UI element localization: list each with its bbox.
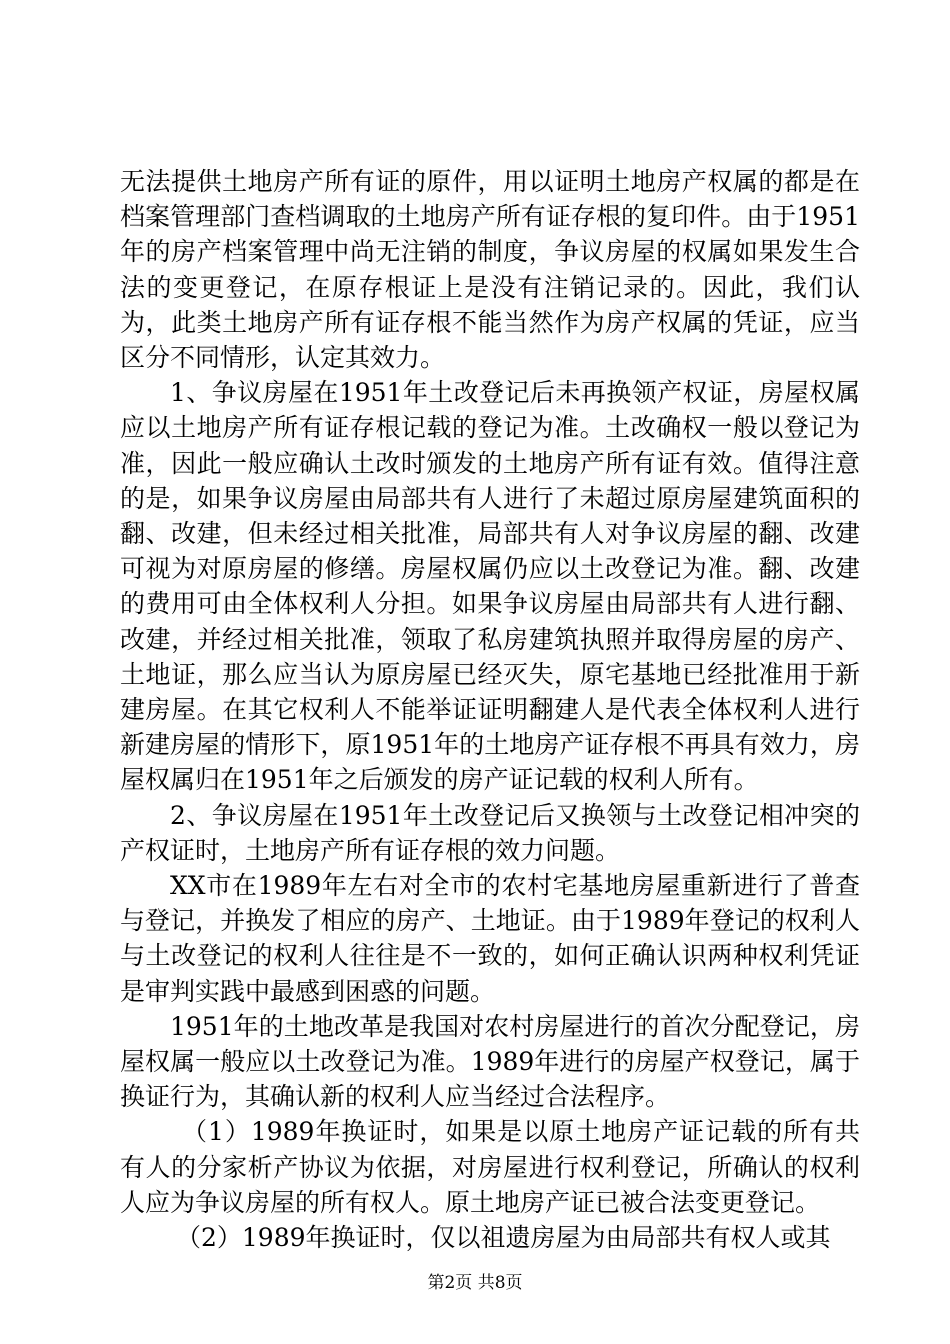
paragraph-7: （2）1989年换证时，仅以祖遗房屋为由局部共有权人或其 xyxy=(176,1223,831,1253)
paragraph-2: 1、争议房屋在1951年土改登记后未再换领产权证，房屋权属应以土地房产所有证存根记载的登记为准。土改确权一般以登记为准，因此一般应确认土改时颁发的土地房产所有证有效。值得注意的是，如果争议房屋由局部共有人进行了未超过原房屋建筑面积的翻、改建，但未经过相关批准，局部共有人对争议房屋的翻、改建可视为对原房屋的修缮。房屋权属仍应以土改登记为准。翻、改建的费用可由全体权利人分担。如果争议房屋由局部共有人进行翻、改建，并经过相关批准，领取了私房建筑执照并取得房屋的房产、土地证，那么应当认为原房屋已经灭失，原宅基地已经批准用于新建房屋。在其它权利人不能举证证明翻建人是代表全体权利人进行新建房屋的情形下，原1951年的土地房产证存根不再具有效力，房屋权属归在1951年之后颁发的房产证记载的权利人所有。 xyxy=(120,378,860,795)
paragraph-1: 无法提供土地房产所有证的原件，用以证明土地房产权属的都是在档案管理部门查档调取的土地房产所有证存根的复印件。由于1951年的房产档案管理中尚无注销的制度，争议房屋的权属如果发生合法的变更登记，在原存根证上是没有注销记录的。因此，我们认为，此类土地房产所有证存根不能当然作为房产权属的凭证，应当区分不同情形，认定其效力。 xyxy=(120,167,860,373)
paragraph-6: （1）1989年换证时，如果是以原土地房产证记载的所有共有人的分家析产协议为依据，对房屋进行权利登记，所确认的权利人应为争议房屋的所有权人。原土地房产证已被合法变更登记。 xyxy=(120,1117,860,1217)
body-text xyxy=(120,164,860,1255)
paragraph-3: 2、争议房屋在1951年土改登记后又换领与土改登记相冲突的产权证时，土地房产所有证存根的效力问题。 xyxy=(120,800,860,865)
page-footer: 第2页 共8页 xyxy=(427,1273,523,1293)
paragraph-5: 1951年的土地改革是我国对农村房屋进行的首次分配登记，房屋权属一般应以土改登记为准。1989年进行的房屋产权登记，属于换证行为，其确认新的权利人应当经过合法程序。 xyxy=(120,1011,860,1112)
paragraph-4: XX市在1989年左右对全市的农村宅基地房屋重新进行了普查与登记，并换发了相应的房产、土地证。由于1989年登记的权利人与土改登记的权利人往往是不一致的，如何正确认识两种权利凭证是审判实践中最感到困惑的问题。 xyxy=(120,871,860,1006)
